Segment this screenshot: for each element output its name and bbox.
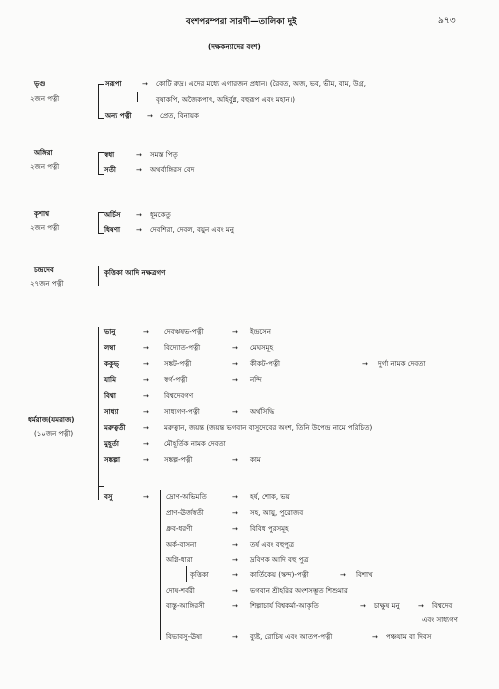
arrow-icon: → — [232, 633, 238, 641]
vasu-item-next: চাক্ষুষ মনু — [374, 602, 400, 610]
arrow-icon: → — [232, 509, 238, 517]
arrow-icon: → — [143, 424, 149, 432]
angira-name: অঙ্গিরা — [34, 149, 53, 157]
bracket-dharma-ext — [98, 496, 99, 500]
arrow-icon: → — [340, 571, 346, 579]
arrow-icon: → — [136, 151, 142, 159]
dharma-son: মৌহূর্তিক নামক দেবতা — [164, 440, 226, 448]
dharma-wife: ভানু — [104, 328, 116, 336]
bhrigu-wife2: অন্য পত্নী — [105, 112, 132, 120]
vasu-item: বাস্তু-আঙ্গিরসী — [166, 602, 205, 610]
arrow-icon: → — [232, 525, 238, 533]
bracket-chandra — [98, 266, 99, 286]
vasu-item: অর্ক-বাসনা — [166, 541, 197, 549]
dharma-wife: যামি — [104, 376, 116, 384]
arrow-icon: → — [147, 112, 153, 120]
arrow-icon: → — [143, 328, 149, 336]
arrow-icon: → — [143, 408, 149, 416]
bracket-angira — [98, 152, 99, 175]
dharma-son: দেবঋষভ-পত্নী — [164, 328, 204, 336]
dharma-wife: লম্বা — [104, 344, 116, 352]
dharma-son: স্বর্গ-পত্নী — [164, 376, 188, 384]
angira-wife1-desc: সমস্ত পিতৃ — [150, 151, 178, 159]
dharma-son: সঙ্কট-পত্নী — [164, 360, 192, 368]
bhrigu-wife1-desc: কোটি রুদ্র। এদের মধ্যে এগারজন প্রধান। (রৈবত, অজ, ভব, ভীম, বাম, উগ্র, — [156, 80, 366, 88]
krishashva-wife1: অর্চিস — [104, 211, 121, 219]
krishashva-wife2: ধিষণা — [104, 226, 121, 234]
arrow-icon: → — [232, 376, 238, 384]
arrow-icon: → — [360, 602, 366, 610]
vasu-item-desc: ভগবান শ্রীহরির অংশসম্ভূত শিশুমার — [250, 587, 348, 595]
bhrigu-wife2-desc: প্রেত, বিনায়ক — [160, 112, 199, 120]
page-number: ৯৭৩ — [438, 16, 456, 26]
arrow-icon: → — [143, 344, 149, 352]
krishashva-name: কৃশাশ্ব — [34, 210, 50, 218]
bracket-tick — [98, 118, 104, 119]
arrow-icon: → — [232, 571, 238, 579]
vasu-item-desc: শিল্পাচার্য বিশ্বকর্মা-আকৃতি — [250, 602, 319, 610]
dharma-grand: ইন্দ্রসেন — [250, 328, 271, 336]
arrow-icon: → — [232, 541, 238, 549]
vasu-item: কৃত্তিকা — [190, 571, 209, 579]
arrow-icon: → — [362, 360, 368, 368]
arrow-icon: → — [143, 456, 149, 464]
dharma-son: সাধ্যগণ-পত্নী — [164, 408, 200, 416]
arrow-icon: → — [232, 360, 238, 368]
bhrigu-count: ২জন পত্নী — [30, 95, 60, 103]
chandra-wife: কৃত্তিকা আদি নক্ষত্রগণ — [104, 269, 166, 277]
dharma-son: মরুত্বান, জয়ন্ত (জয়ন্ত ভগবান বাসুদেবের অংশ, তিনি উপেন্দ্র নামে পরিচিত) — [164, 424, 373, 432]
vasu-item-desc: ব্যুষ্ট, রোচিষ এবং আতপ-পত্নী — [250, 633, 333, 641]
vasu-item-desc: সহ, আয়ু, পুরোজব — [250, 509, 304, 517]
vasu-item-next: বিশাখ — [356, 571, 373, 579]
arrow-icon: → — [143, 440, 149, 448]
arrow-icon: → — [232, 328, 238, 336]
chandra-name: চন্দ্রদেব — [34, 266, 54, 274]
divider — [137, 92, 138, 102]
dharma-son: বিদ্যোত-পত্নী — [164, 344, 201, 352]
vasu-name: বসু — [104, 493, 113, 501]
dharma-grand: কীকট-পত্নী — [250, 360, 281, 368]
bracket-tick — [98, 486, 104, 487]
arrow-icon: → — [136, 211, 142, 219]
arrow-icon: → — [136, 166, 142, 174]
vasu-item-desc: বিবিধ পুরসমূহ — [250, 525, 289, 533]
arrow-icon: → — [418, 602, 424, 610]
arrow-icon: → — [143, 392, 149, 400]
vasu-item-next: পঞ্চযাম বা দিবস — [386, 633, 432, 641]
vasu-item-desc: হর্ষ, শোক, ভয় — [250, 493, 290, 501]
dharma-name: ধর্মরাজ(যমরাজ) — [28, 416, 75, 424]
dharma-grand: অর্থসিদ্ধি — [250, 408, 275, 416]
arrow-icon: → — [232, 344, 238, 352]
arrow-icon: → — [232, 602, 238, 610]
bhrigu-wife1: সরূপা — [105, 80, 122, 88]
dharma-grand: মেঘসমূহ — [250, 344, 274, 352]
bracket-agni — [186, 566, 187, 582]
arrow-icon: → — [232, 587, 238, 595]
bhrigu-name: ভৃগু — [34, 80, 46, 88]
arrow-icon: → — [143, 376, 149, 384]
dharma-wife: মুহূর্তা — [104, 440, 119, 448]
angira-count: ২জন পত্নী — [30, 163, 60, 171]
arrow-icon: → — [232, 408, 238, 416]
angira-wife2-desc: অথর্বাঙ্গিরস বেদ — [150, 166, 195, 174]
vasu-item: অগ্নি-ধারা — [166, 556, 193, 564]
dharma-count: (১০জন পত্নী) — [34, 430, 74, 438]
vasu-item: ধ্রুব-ধরণী — [166, 525, 193, 533]
vasu-item-next2: বিশ্বদেব — [432, 602, 453, 610]
bracket-dharma — [98, 327, 99, 497]
vasu-item-next2: এবং সাধ্যগণ — [422, 616, 458, 624]
vasu-item-desc: দ্রবিণক আদি বহু পুত্র — [250, 556, 309, 564]
bracket-vasu — [160, 490, 161, 640]
dharma-grand: কাম — [250, 456, 261, 464]
vasu-item: দোষ-শর্বরী — [166, 587, 195, 595]
chandra-count: ২৭জন পত্নী — [30, 280, 64, 288]
arrow-icon: → — [136, 226, 142, 234]
krishashva-wife2-desc: দেবশিরা, দেবল, বয়ুন এবং মনু — [150, 226, 234, 234]
dharma-wife: বিশ্বা — [104, 392, 116, 400]
vasu-item: প্রাণ-ঊর্জস্বতী — [166, 509, 204, 517]
dharma-wife: ককুভ্ — [104, 360, 120, 368]
dharma-wife: মরুত্বতী — [104, 424, 126, 432]
vasu-item: বিভাবসু-ঊষা — [166, 633, 203, 641]
bhrigu-wife1-desc: বৃষাকপি, অজৈকপাৎ, অহির্বুধ্ন, বহুরূপ এবং মহান।) — [156, 96, 295, 104]
vasu-item: দ্রোণ-অভিমতি — [166, 493, 207, 501]
dharma-son: সঙ্কল্প-পত্নী — [164, 456, 193, 464]
bracket-bhrigu — [98, 84, 99, 119]
krishashva-count: ২জন পত্নী — [30, 224, 60, 232]
bracket-krishashva — [98, 212, 99, 234]
krishashva-wife1-desc: ধূমকেতু — [150, 211, 171, 219]
angira-wife2: সতী — [104, 166, 116, 174]
dharma-wife: সঙ্কল্পা — [104, 456, 121, 464]
vasu-item-desc: তর্ষ এবং বহুপুত্র — [250, 541, 295, 549]
arrow-icon: → — [232, 556, 238, 564]
bracket-tick — [98, 84, 104, 85]
dharma-wife: সাধ্যা — [104, 408, 119, 416]
arrow-icon: → — [232, 456, 238, 464]
arrow-icon: → — [143, 493, 149, 501]
dharma-son: বিশ্বদেবগণ — [164, 392, 194, 400]
arrow-icon: → — [232, 493, 238, 501]
angira-wife1: স্বধা — [104, 151, 115, 159]
arrow-icon: → — [143, 360, 149, 368]
arrow-icon: → — [142, 80, 148, 88]
dharma-grand: নন্দি — [250, 376, 262, 384]
page-subtitle: (দক্ষকন্যাদের বংশ) — [208, 43, 261, 51]
dharma-great: দুর্গা নামক দেবতা — [378, 360, 426, 368]
arrow-icon: → — [372, 633, 378, 641]
page-title: বংশপরম্পরা সারণী—তালিকা দুই — [186, 17, 297, 27]
vasu-item-desc: কার্তিকেয় (স্কন্দ)-পত্নী — [250, 571, 309, 579]
